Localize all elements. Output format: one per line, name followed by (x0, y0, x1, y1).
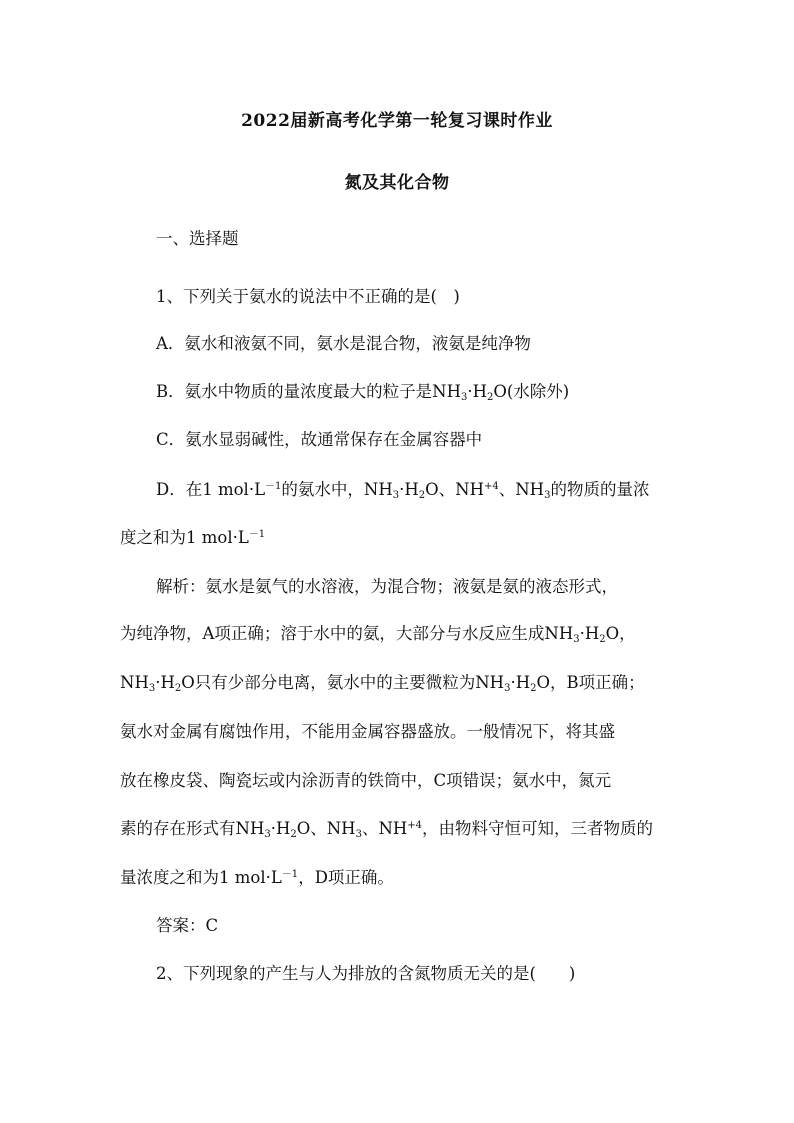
document-title: 2022届新高考化学第一轮复习课时作业 (241, 111, 553, 131)
document-subtitle: 氮及其化合物 (344, 173, 450, 193)
explanation-line-6: 素的存在形式有$NH_3\cdot H_2O$、$NH_3$、$NH^{+4}$，由物料守恒可知，三者物质的 (120, 819, 654, 840)
section-heading: 一、选择题 (156, 229, 239, 248)
question-1-option-a: A．氨水和液氨不同，氨水是混合物，液氨是纯净物 (156, 334, 531, 353)
question-1-option-c: C．氨水显弱碱性，故通常保存在金属容器中 (156, 430, 483, 449)
explanation-line-5: 放在橡皮袋、陶瓷坛或内涂沥青的铁筒中，C项错误；氨水中，氮元 (120, 771, 612, 790)
explanation-line-1: 解析：氨水是氨气的水溶液，为混合物；液氨是氨的液态形式， (156, 577, 618, 596)
explanation-line-4: 氨水对金属有腐蚀作用，不能用金属容器盛放。一般情况下，将其盛 (120, 722, 615, 741)
explanation-line-2: 为纯净物，A项正确；溶于水中的氨，大部分与水反应生成$NH_3\cdot H_2O$， (120, 624, 636, 645)
question-1-option-d: D．在1 $mol\cdot L^{-1}$的氨水中，$NH_3\cdot H_2O$、$NH^{+4}$、$NH_3$的物质的量浓 (156, 480, 650, 501)
answer-line: 答案：C (156, 916, 219, 935)
question-1-option-d-cont: 度之和为1 $mol\cdot L^{-1}$ (120, 528, 266, 547)
question-2-stem: 2、下列现象的产生与人为排放的含氮物质无关的是( ) (156, 964, 576, 983)
explanation-line-3: $NH_3\cdot H_2O$只有少部分电离，氨水中的主要微粒为$NH_3\cdot H_2O$，B项正确； (120, 673, 645, 694)
question-1-option-b: B．氨水中物质的量浓度最大的粒子是$NH_3\cdot H_2O$(水除外) (156, 382, 570, 403)
question-1-stem: 1、下列关于氨水的说法中不正确的是( ) (156, 287, 460, 306)
explanation-line-7: 量浓度之和为1 $mol\cdot L^{-1}$，D项正确。 (120, 868, 394, 887)
